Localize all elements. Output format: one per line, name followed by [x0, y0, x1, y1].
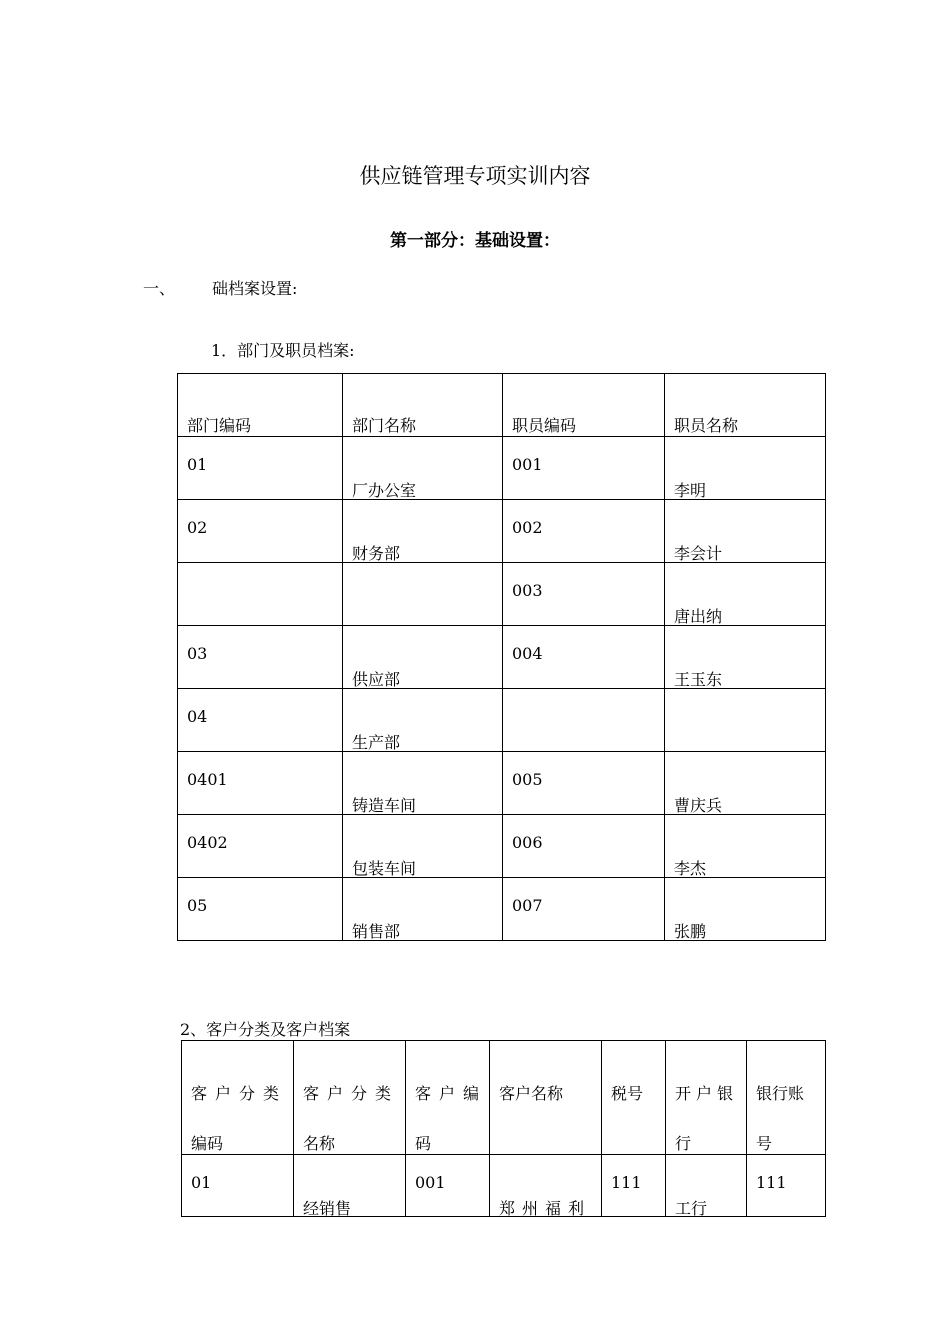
bank-account: 111	[756, 1173, 787, 1192]
staff-name: 李会计	[674, 544, 723, 563]
header-cell	[294, 1041, 406, 1155]
staff-name: 曹庆兵	[674, 796, 723, 815]
staff-name: 唐出纳	[674, 607, 723, 626]
page-title: 供应链管理专项实训内容	[359, 164, 591, 188]
header-cell	[490, 1041, 602, 1155]
staff-code: 005	[512, 770, 543, 789]
category-name: 经销售	[303, 1199, 352, 1218]
table-row	[182, 1155, 826, 1217]
header-cell	[602, 1041, 666, 1155]
table-row	[178, 752, 826, 815]
header-customer-code-l1: 客户编	[415, 1084, 488, 1103]
header-bank-l2: 行	[675, 1134, 692, 1153]
header-customer-name: 客户名称	[499, 1084, 564, 1103]
header-dept-code: 部门编码	[187, 416, 252, 435]
subsection-title-customers: 2、客户分类及客户档案	[180, 1020, 351, 1039]
dept-name: 生产部	[352, 733, 401, 752]
staff-code: 003	[512, 581, 543, 600]
header-cell	[406, 1041, 490, 1155]
staff-name: 李明	[674, 481, 707, 500]
customer-code: 001	[415, 1173, 446, 1192]
dept-name: 铸造车间	[352, 796, 417, 815]
table-row	[178, 878, 826, 941]
header-category-name-l2: 名称	[303, 1134, 336, 1153]
header-cell	[747, 1041, 826, 1155]
header-cell	[503, 374, 665, 437]
staff-code: 001	[512, 455, 543, 474]
dept-code: 05	[187, 896, 208, 915]
table-row	[178, 815, 826, 878]
staff-code: 006	[512, 833, 543, 852]
staff-name: 李杰	[674, 859, 707, 878]
staff-code: 004	[512, 644, 543, 663]
header-dept-name: 部门名称	[352, 416, 417, 435]
section-title: 础档案设置:	[212, 279, 298, 298]
table-header-row	[182, 1041, 826, 1155]
dept-code: 01	[187, 455, 208, 474]
header-category-name-l1: 客户分类	[303, 1084, 400, 1103]
table-header-row	[178, 374, 826, 437]
dept-code: 0401	[187, 770, 228, 789]
staff-code: 007	[512, 896, 543, 915]
header-category-code-l2: 编码	[191, 1134, 224, 1153]
header-category-code-l1: 客户分类	[191, 1084, 288, 1103]
staff-name: 王玉东	[674, 670, 723, 689]
staff-code: 002	[512, 518, 543, 537]
header-bank-l1: 开户银	[675, 1084, 739, 1103]
header-cell	[665, 374, 826, 437]
customer-table	[181, 1040, 826, 1217]
bank-name: 工行	[675, 1199, 708, 1218]
header-cell	[182, 1041, 294, 1155]
header-cell	[343, 374, 503, 437]
header-cell	[666, 1041, 747, 1155]
header-customer-code-l2: 码	[415, 1134, 432, 1153]
dept-code: 03	[187, 644, 208, 663]
dept-name: 财务部	[352, 544, 401, 563]
dept-code: 0402	[187, 833, 228, 852]
dept-name: 供应部	[352, 670, 401, 689]
table-row	[178, 626, 826, 689]
customer-name: 郑州福利	[499, 1199, 592, 1218]
header-account-l2: 号	[756, 1134, 773, 1153]
category-code: 01	[191, 1173, 212, 1192]
dept-name: 厂办公室	[352, 481, 417, 500]
dept-name: 包装车间	[352, 859, 417, 878]
section-number: 一、	[143, 279, 176, 298]
header-account-l1: 银行账	[756, 1084, 805, 1103]
section-heading: 第一部分：基础设置：	[390, 231, 560, 251]
header-cell	[178, 374, 343, 437]
table-row	[178, 563, 826, 626]
table-row	[178, 500, 826, 563]
department-staff-table	[177, 373, 826, 941]
header-staff-code: 职员编码	[512, 416, 577, 435]
staff-name: 张鹏	[674, 922, 707, 941]
table-row	[178, 437, 826, 500]
header-staff-name: 职员名称	[674, 416, 739, 435]
dept-code: 02	[187, 518, 208, 537]
table-row	[178, 689, 826, 752]
header-tax-number: 税号	[611, 1084, 644, 1103]
dept-code: 04	[187, 707, 208, 726]
dept-name: 销售部	[352, 922, 401, 941]
subsection-title-departments: 1．部门及职员档案:	[211, 341, 355, 360]
tax-number: 111	[611, 1173, 642, 1192]
